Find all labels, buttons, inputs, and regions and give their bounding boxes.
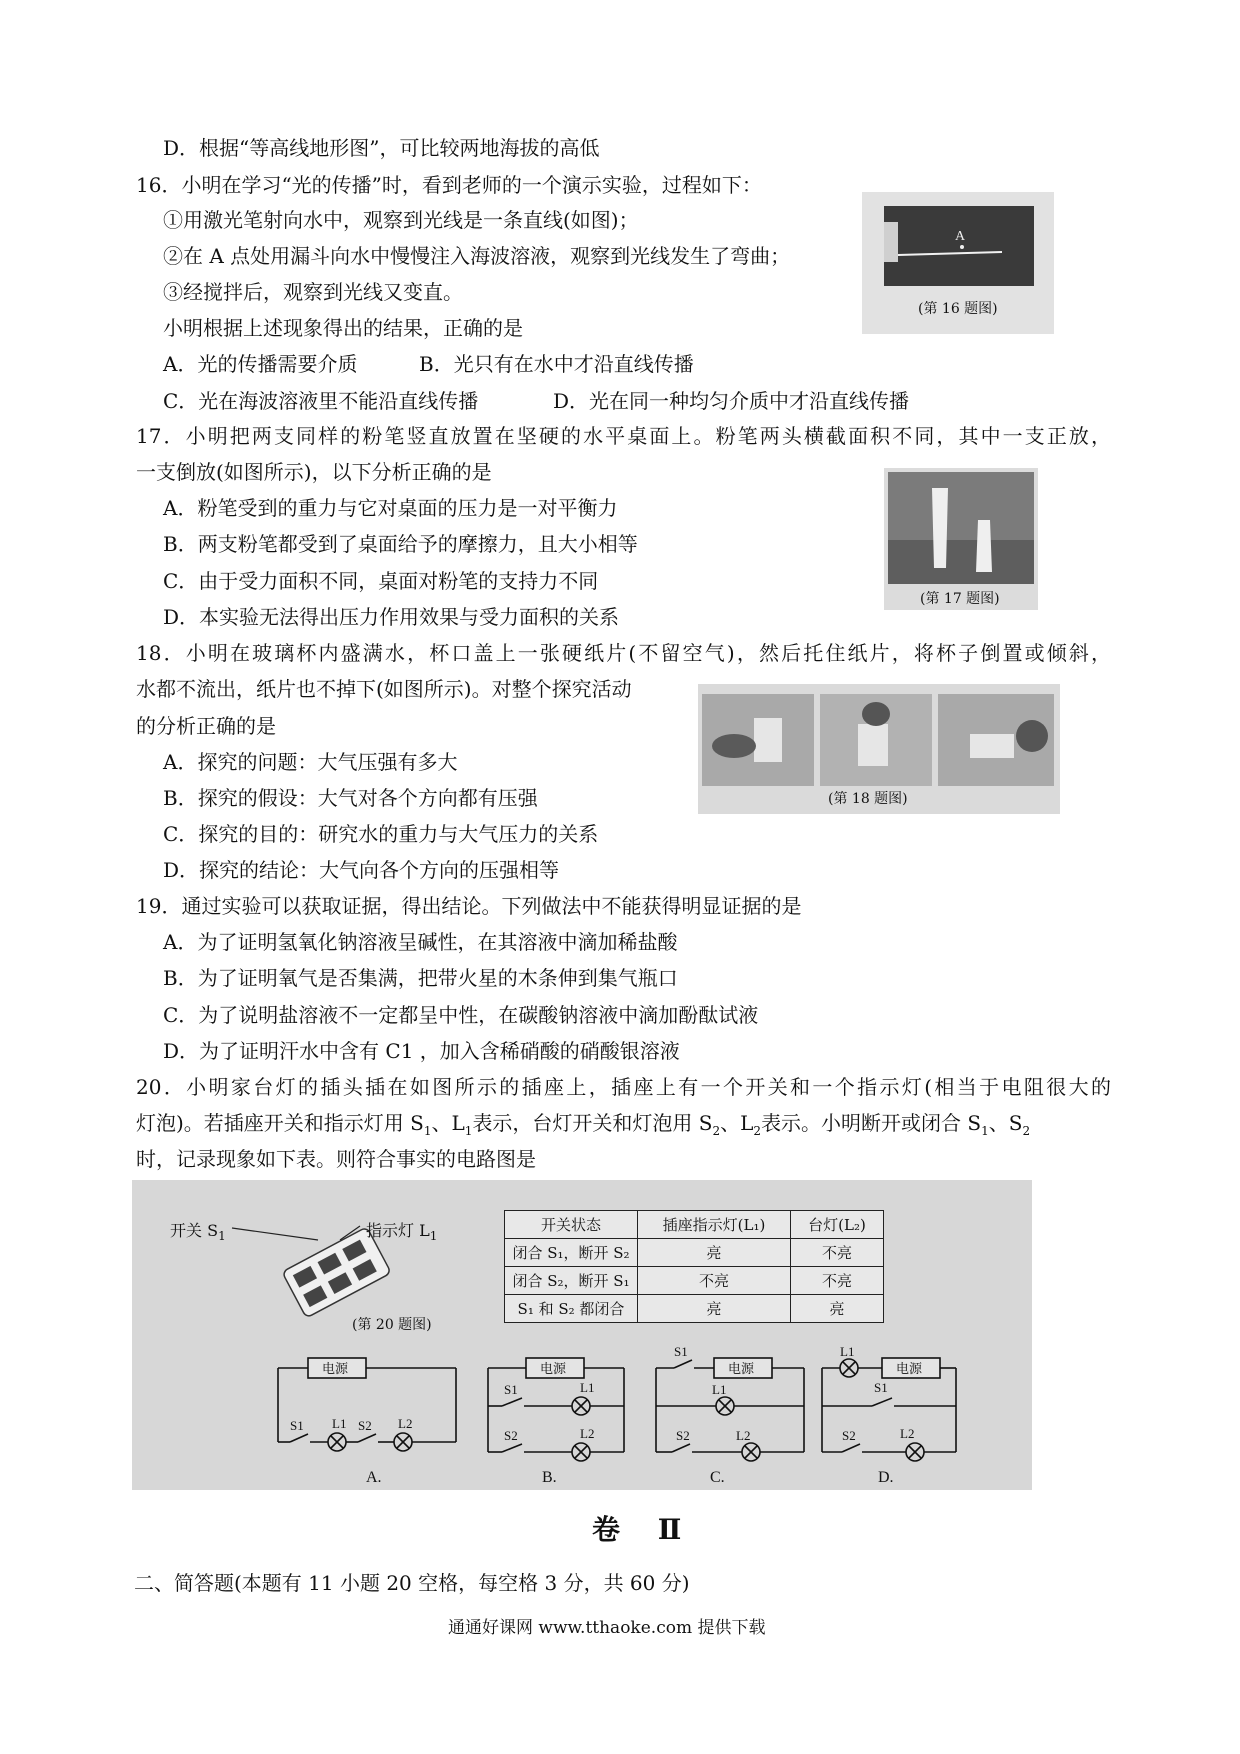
- q17-option-c: C．由于受力面积不同，桌面对粉笔的支持力不同: [163, 569, 599, 593]
- q16-step3: ③经搅拌后，观察到光线又变直。: [163, 280, 463, 304]
- q16-option-a: A．光的传播需要介质: [163, 352, 358, 376]
- power-label-c: 电源: [728, 1361, 755, 1376]
- point-a-label: A: [955, 229, 966, 244]
- q19-option-c: C．为了说明盐溶液不一定都呈中性，在碳酸钠溶液中滴加酚酞试液: [163, 1003, 759, 1027]
- q18-option-d: D．探究的结论：大气向各个方向的压强相等: [163, 858, 560, 882]
- q20-stem-line3: 时，记录现象如下表。则符合事实的电路图是: [136, 1147, 536, 1171]
- svg-text:L2: L2: [398, 1416, 413, 1431]
- q17-stem-line1: 17．小明把两支同样的粉笔竖直放置在坚硬的水平桌面上。粉笔两头横截面积不同，其中一支正放，: [136, 424, 1111, 448]
- q19-stem: 19．通过实验可以获取证据，得出结论。下列做法中不能获得明显证据的是: [136, 894, 802, 918]
- table-cell: 不亮: [791, 1239, 884, 1267]
- indicator-l1-label: 指示灯 $L_1$: [366, 1221, 438, 1244]
- q16-stem: 16．小明在学习“光的传播”时，看到老师的一个演示实验，过程如下：: [136, 173, 762, 197]
- svg-text:S1: S1: [290, 1418, 304, 1433]
- svg-text:L1: L1: [332, 1416, 347, 1431]
- q15-option-d: D．根据“等高线地形图”，可比较两地海拔的高低: [163, 136, 600, 160]
- q19-option-b: B．为了证明氧气是否集满，把带火星的木条伸到集气瓶口: [163, 966, 678, 990]
- svg-text:L2: L2: [580, 1426, 595, 1441]
- q18-option-b: B．探究的假设：大气对各个方向都有压强: [163, 786, 538, 810]
- q17-option-b: B．两支粉笔都受到了桌面给予的摩擦力，且大小相等: [163, 532, 638, 556]
- table-cell: 亮: [638, 1295, 791, 1323]
- q17-option-d: D．本实验无法得出压力作用效果与受力面积的关系: [163, 605, 620, 629]
- table-cell: 不亮: [791, 1267, 884, 1295]
- circuit-options: [132, 1180, 1032, 1490]
- q18-option-a: A．探究的问题：大气压强有多大: [163, 750, 458, 774]
- q18-stem-line3: 的分析正确的是: [136, 714, 276, 738]
- power-label-b: 电源: [540, 1361, 567, 1376]
- q16-step1: ①用激光笔射向水中，观察到光线是一条直线(如图)；: [163, 208, 639, 232]
- q17-option-a: A．粉笔受到的重力与它对桌面的压力是一对平衡力: [163, 496, 618, 520]
- q17-stem-line2: 一支倒放(如图所示)，以下分析正确的是: [136, 460, 492, 484]
- svg-text:S2: S2: [358, 1418, 372, 1433]
- svg-text:L2: L2: [900, 1426, 915, 1441]
- q20-stem-line1: 20．小明家台灯的插头插在如图所示的插座上，插座上有一个开关和一个指示灯(相当于电阻很大的: [136, 1075, 1111, 1099]
- option-label-c: C.: [710, 1469, 725, 1486]
- table-cell: S₁ 和 S₂ 都闭合: [505, 1295, 638, 1323]
- table-header: 台灯(L₂): [791, 1211, 884, 1239]
- q16-option-b: B．光只有在水中才沿直线传播: [419, 352, 694, 376]
- table-cell: 闭合 S₂，断开 S₁: [505, 1267, 638, 1295]
- q19-option-a: A．为了证明氢氧化钠溶液呈碱性，在其溶液中滴加稀盐酸: [163, 930, 678, 954]
- svg-text:S1: S1: [874, 1380, 888, 1395]
- svg-text:S1: S1: [674, 1344, 688, 1359]
- table-cell: 亮: [638, 1239, 791, 1267]
- q18-stem-line2: 水都不流出，纸片也不掉下(如图所示)。对整个探究活动: [136, 677, 632, 701]
- footer-credit: 通通好课网 www.tthaoke.com 提供下载: [448, 1618, 766, 1638]
- table-header: 开关状态: [505, 1211, 638, 1239]
- circuit-d: [822, 1358, 956, 1461]
- q16-option-d: D．光在同一种均匀介质中才沿直线传播: [553, 389, 910, 413]
- table-cell: 亮: [791, 1295, 884, 1323]
- q20-figure: [132, 1180, 1032, 1490]
- power-label-d: 电源: [896, 1361, 923, 1376]
- option-label-b: B.: [542, 1469, 557, 1486]
- table-cell: 不亮: [638, 1267, 791, 1295]
- svg-text:S2: S2: [504, 1428, 518, 1443]
- svg-text:S1: S1: [504, 1382, 518, 1397]
- q16-step2: ②在 A 点处用漏斗向水中慢慢注入海波溶液，观察到光线发生了弯曲；: [163, 244, 791, 268]
- circuit-a: [278, 1358, 456, 1451]
- q18-option-c: C．探究的目的：研究水的重力与大气压力的关系: [163, 822, 599, 846]
- q20-stem-line2: 灯泡)。若插座开关和指示灯用 $S_1$、$L_1$表示，台灯开关和灯泡用 $S_2$、$L_2$表示。小明断开或闭合 $S_1$、$S_2$: [136, 1111, 1031, 1138]
- q16-caption: (第 16 题图): [918, 301, 998, 317]
- q18-caption: (第 18 题图): [828, 791, 908, 807]
- section-two-heading: 二、简答题(本题有 11 小题 20 空格，每空格 3 分，共 60 分): [134, 1571, 690, 1595]
- q16-figure: [862, 192, 1054, 334]
- q17-caption: (第 17 题图): [920, 591, 1000, 607]
- q20-caption: (第 20 题图): [352, 1317, 432, 1333]
- option-label-d: D.: [878, 1469, 894, 1486]
- power-label-a: 电源: [322, 1361, 349, 1376]
- svg-text:S2: S2: [676, 1428, 690, 1443]
- q16-option-c: C．光在海波溶液里不能沿直线传播: [163, 389, 479, 413]
- table-cell: 闭合 S₁，断开 S₂: [505, 1239, 638, 1267]
- switch-s1-label: 开关 $S_1$: [170, 1221, 226, 1244]
- q17-figure: [884, 468, 1038, 610]
- svg-text:L1: L1: [712, 1382, 727, 1397]
- table-header: 插座指示灯(L₁): [638, 1211, 791, 1239]
- svg-text:L2: L2: [736, 1428, 751, 1443]
- q18-figure: [698, 684, 1060, 814]
- svg-text:L1: L1: [840, 1344, 855, 1359]
- q18-stem-line1: 18．小明在玻璃杯内盛满水，杯口盖上一张硬纸片(不留空气)，然后托住纸片，将杯子倒置或倾斜，: [136, 641, 1111, 665]
- option-label-a: A.: [366, 1469, 382, 1486]
- svg-text:S2: S2: [842, 1428, 856, 1443]
- svg-text:L1: L1: [580, 1380, 595, 1395]
- q16-prompt: 小明根据上述现象得出的结果，正确的是: [163, 316, 523, 340]
- volume-ii-title: 卷 Ⅱ: [592, 1513, 696, 1546]
- q19-option-d: D．为了证明汗水中含有 C1 ，加入含稀硝酸的硝酸银溶液: [163, 1039, 680, 1063]
